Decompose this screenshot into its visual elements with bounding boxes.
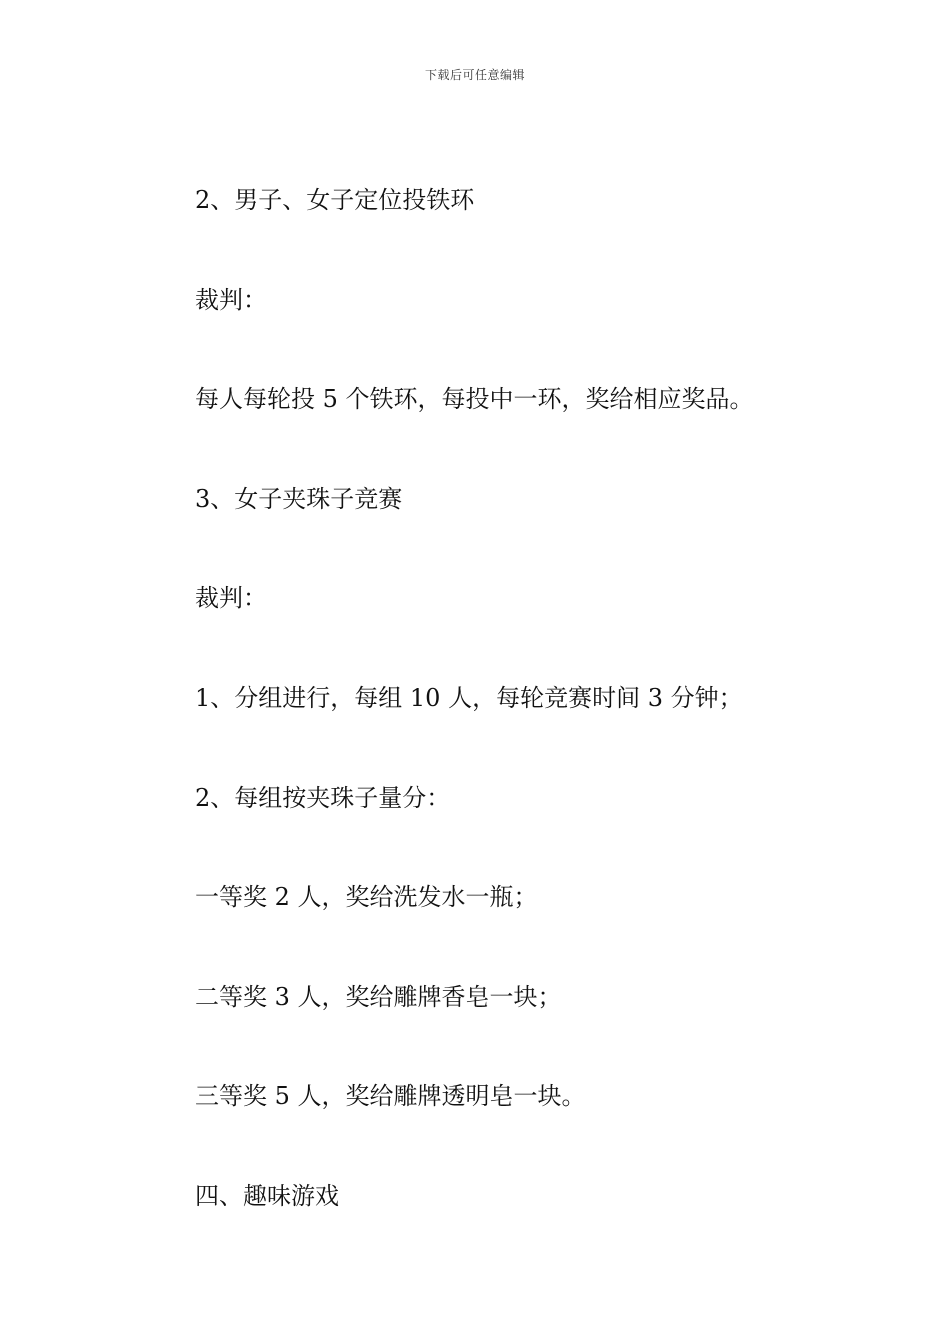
- bead-rule-scoring: 2、每组按夹珠子量分：: [195, 783, 451, 812]
- ring-toss-rule: 每人每轮投 5 个铁环，每投中一环，奖给相应奖品。: [195, 385, 754, 414]
- first-prize: 一等奖 2 人，奖给洗发水一瓶；: [195, 883, 538, 912]
- section-heading-fun-games: 四、趣味游戏: [195, 1181, 339, 1210]
- section-heading-ring-toss: 2、男子、女子定位投铁环: [195, 186, 475, 214]
- section-heading-bead-picking: 3、女子夹珠子竞赛: [195, 484, 403, 513]
- document-body: [195, 178, 895, 1274]
- page-header: 下载后可任意编辑: [424, 68, 525, 82]
- third-prize: 三等奖 5 人，奖给雕牌透明皂一块。: [195, 1082, 586, 1111]
- referee-label: 裁判：: [195, 285, 267, 314]
- bead-rule-grouping: 1、分组进行，每组 10 人，每轮竞赛时间 3 分钟；: [195, 683, 743, 712]
- second-prize: 二等奖 3 人，奖给雕牌香皂一块；: [195, 982, 562, 1011]
- referee-label: 裁判：: [195, 584, 267, 613]
